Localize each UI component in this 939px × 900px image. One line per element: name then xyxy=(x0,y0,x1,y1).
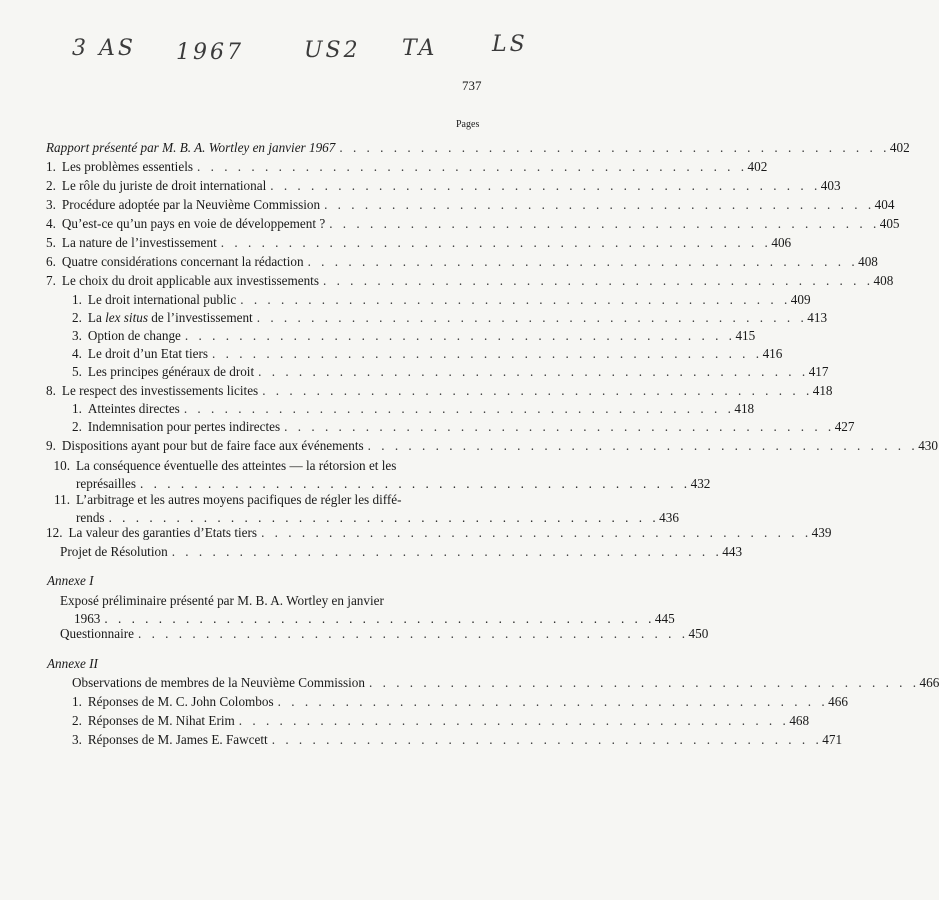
toc-entry-title: Rapport présenté par M. B. A. Wortley en janvier 1967 xyxy=(46,140,336,155)
leader-dots: . . . . . . . . . . . . . . . . . . . . . . . . . . . . . . . . . . . . . . . . . xyxy=(262,383,813,398)
toc-entry-number: 5. xyxy=(46,235,56,250)
leader-dots: . . . . . . . . . . . . . . . . . . . . . . . . . . . . . . . . . . . . . . . . . xyxy=(238,713,790,728)
toc-subentry xyxy=(72,328,756,344)
toc-entry-page: 471 xyxy=(822,732,843,747)
toc-entry-title: Questionnaire xyxy=(60,626,134,641)
toc-entry-number: 11. xyxy=(54,492,70,507)
toc-entry-page: 430 xyxy=(918,438,938,453)
toc-entry-number: 1. xyxy=(72,694,82,709)
toc-entry-title: La nature de l’investissement xyxy=(61,235,217,250)
toc-entry-page: 432 xyxy=(690,476,711,491)
toc-entry-page: 406 xyxy=(771,235,792,250)
leader-dots: . . . . . . . . . . . . . . . . . . . . . . . . . . . . . . . . . . . . . . . . . xyxy=(108,510,660,525)
toc-entry-title: Dispositions ayant pour but de faire face aux événements xyxy=(61,438,364,453)
leader-dots: . . . . . . . . . . . . . . . . . . . . . . . . . . . . . . . . . . . . . . . . . xyxy=(197,159,748,174)
leader-dots: . . . . . . . . . . . . . . . . . . . . . . . . . . . . . . . . . . . . . . . . . xyxy=(212,346,763,361)
toc-entry-number: 7. xyxy=(46,273,56,288)
toc-entry-page: 450 xyxy=(688,626,709,641)
toc-entry-page: 417 xyxy=(808,364,829,379)
toc-entry-title: Atteintes directes xyxy=(87,401,180,416)
toc-subentry xyxy=(72,310,828,326)
toc-entry xyxy=(46,457,711,493)
toc-entry xyxy=(46,235,792,251)
toc-subentry xyxy=(72,401,755,417)
leader-dots: . . . . . . . . . . . . . . . . . . . . . . . . . . . . . . . . . . . . . . . . . xyxy=(184,328,736,343)
toc-subentry xyxy=(72,713,810,729)
toc-entry-title: Exposé préliminaire présenté par M. B. A. Wortley en janvier xyxy=(60,593,384,608)
toc-entry-number: 9. xyxy=(46,438,56,453)
leader-dots: . . . . . . . . . . . . . . . . . . . . . . . . . . . . . . . . . . . . . . . . . xyxy=(261,525,812,540)
toc-entry-number: 1. xyxy=(72,401,82,416)
toc-entry-number: 12. xyxy=(46,525,63,540)
annex-heading: Annexe II xyxy=(47,656,98,671)
leader-dots: . . . . . . . . . . . . . . . . . . . . . . . . . . . . . . . . . . . . . . . . . xyxy=(240,292,791,307)
leader-dots: . . . . . . . . . . . . . . . . . . . . . . . . . . . . . . . . . . . . . . . . . xyxy=(277,694,829,709)
leader-dots: . . . . . . . . . . . . . . . . . . . . . . . . . . . . . . . . . . . . . . . . . xyxy=(183,401,735,416)
toc-entry-page: 416 xyxy=(762,346,783,361)
annex-heading: Annexe I xyxy=(47,573,94,588)
toc-entry-title: Le respect des investissements licites xyxy=(61,383,259,398)
toc-entry xyxy=(60,592,675,628)
toc-entry xyxy=(46,491,679,527)
toc-entry-number: 8. xyxy=(46,383,56,398)
toc-entry-title: Le rôle du juriste de droit international xyxy=(61,178,267,193)
toc-entry-number: 2. xyxy=(72,419,82,434)
leader-dots: . . . . . . . . . . . . . . . . . . . . . . . . . . . . . . . . . . . . . . . . . xyxy=(271,732,823,747)
leader-dots: . . . . . . . . . . . . . . . . . . . . . . . . . . . . . . . . . . . . . . . . . xyxy=(339,140,890,155)
leader-dots: . . . . . . . . . . . . . . . . . . . . . . . . . . . . . . . . . . . . . . . . . xyxy=(329,216,880,231)
handwritten-mark: US2 xyxy=(304,38,361,63)
toc-entry-number: 1. xyxy=(72,292,82,307)
leader-dots: . . . . . . . . . . . . . . . . . . . . . . . . . . . . . . . . . . . . . . . . . xyxy=(104,611,655,626)
toc-entry xyxy=(46,383,833,399)
toc-entry-page: 408 xyxy=(858,254,878,269)
toc-entry-number: 3. xyxy=(72,732,82,747)
leader-dots: . . . . . . . . . . . . . . . . . . . . . . . . . . . . . . . . . . . . . . . . . xyxy=(367,438,919,453)
toc-entry xyxy=(46,254,878,270)
toc-entry-page: 402 xyxy=(889,140,910,155)
toc-entry xyxy=(46,525,832,541)
toc-entry-title: Indemnisation pour pertes indirectes xyxy=(87,419,281,434)
toc-entry-page: 415 xyxy=(735,328,756,343)
toc-entry-title: L’arbitrage et les autres moyens pacifiques de régler les diffé- xyxy=(76,492,402,507)
toc-entry-page: 413 xyxy=(807,310,828,325)
toc-entry-page: 408 xyxy=(873,273,894,288)
toc-entry-title-cont: rends xyxy=(76,510,105,525)
handwritten-mark: 3 AS xyxy=(72,36,136,61)
toc-entry-number: 4. xyxy=(46,216,56,231)
toc-entry-title: Le choix du droit applicable aux investissements xyxy=(61,273,319,288)
toc-entry-page: 402 xyxy=(747,159,768,174)
leader-dots: . . . . . . . . . . . . . . . . . . . . . . . . . . . . . . . . . . . . . . . . . xyxy=(369,675,920,690)
leader-dots: . . . . . . . . . . . . . . . . . . . . . . . . . . . . . . . . . . . . . . . . . xyxy=(140,476,691,491)
toc-subentry xyxy=(72,292,811,308)
leader-dots: . . . . . . . . . . . . . . . . . . . . . . . . . . . . . . . . . . . . . . . . . xyxy=(307,254,859,269)
pages-column-label: Pages xyxy=(456,119,480,130)
leader-dots: . . . . . . . . . . . . . . . . . . . . . . . . . . . . . . . . . . . . . . . . . xyxy=(171,544,723,559)
page-number: 737 xyxy=(462,78,482,93)
toc-entry-title: Les problèmes essentiels xyxy=(61,159,193,174)
leader-dots: . . . . . . . . . . . . . . . . . . . . . . . . . . . . . . . . . . . . . . . . . xyxy=(324,197,875,212)
toc-entry xyxy=(46,159,768,175)
toc-entry-page: 418 xyxy=(734,401,755,416)
toc-entry xyxy=(60,544,743,560)
toc-entry-title: Projet de Résolution xyxy=(60,544,168,559)
toc-entry-number: 5. xyxy=(72,364,82,379)
leader-dots: . . . . . . . . . . . . . . . . . . . . . . . . . . . . . . . . . . . . . . . . . xyxy=(137,626,689,641)
toc-entry-page: 403 xyxy=(820,178,841,193)
toc-entry-number: 2. xyxy=(46,178,56,193)
toc-entry-title: La conséquence éventuelle des atteintes — la rétorsion et les xyxy=(76,458,397,473)
toc-entry-number: 1. xyxy=(46,159,56,174)
toc-entry xyxy=(46,273,894,289)
toc-entry-title: Quatre considérations concernant la rédaction xyxy=(61,254,304,269)
leader-dots: . . . . . . . . . . . . . . . . . . . . . . . . . . . . . . . . . . . . . . . . . xyxy=(322,273,874,288)
toc-entry-number: 2. xyxy=(72,310,82,325)
toc-entry-number: 4. xyxy=(72,346,82,361)
toc-entry xyxy=(46,197,895,213)
handwritten-mark: LS xyxy=(492,32,528,57)
toc-entry-number: 6. xyxy=(46,254,56,269)
toc-entry-title: La valeur des garanties d’Etats tiers xyxy=(68,525,258,540)
toc-subentry xyxy=(72,419,855,435)
toc-entry-page: 445 xyxy=(654,611,675,626)
leader-dots: . . . . . . . . . . . . . . . . . . . . . . . . . . . . . . . . . . . . . . . . . xyxy=(258,364,809,379)
toc-entry-page: 427 xyxy=(834,419,855,434)
toc-entry-title: Le droit d’un Etat tiers xyxy=(87,346,209,361)
toc-entry xyxy=(46,216,900,232)
toc-entry-number: 3. xyxy=(72,328,82,343)
toc-entry-title: Option de change xyxy=(87,328,181,343)
toc-entry-title-cont: représailles xyxy=(76,476,137,491)
toc-entry-page: 439 xyxy=(811,525,832,540)
toc-entry-page: 409 xyxy=(790,292,811,307)
toc-entry-page: 418 xyxy=(812,383,833,398)
toc-entry xyxy=(72,675,939,691)
toc-entry-page: 468 xyxy=(789,713,810,728)
toc-entry-title: Qu’est-ce qu’un pays en voie de développement ? xyxy=(61,216,326,231)
toc-entry-page: 436 xyxy=(659,510,679,525)
handwritten-mark: 1967 xyxy=(176,40,244,65)
toc-subentry xyxy=(72,364,829,380)
toc-entry-number: 3. xyxy=(46,197,56,212)
leader-dots: . . . . . . . . . . . . . . . . . . . . . . . . . . . . . . . . . . . . . . . . . xyxy=(220,235,772,250)
toc-subentry xyxy=(72,346,783,362)
toc-entry-title: La lex situs de l’investissement xyxy=(87,310,253,325)
toc-entry xyxy=(46,140,910,156)
leader-dots: . . . . . . . . . . . . . . . . . . . . . . . . . . . . . . . . . . . . . . . . . xyxy=(256,310,808,325)
toc-entry-title: Réponses de M. C. John Colombos xyxy=(87,694,274,709)
toc-entry-page: 466 xyxy=(828,694,848,709)
toc-entry-page: 443 xyxy=(722,544,743,559)
leader-dots: . . . . . . . . . . . . . . . . . . . . . . . . . . . . . . . . . . . . . . . . . xyxy=(284,419,835,434)
handwritten-mark: TA xyxy=(402,36,438,61)
toc-entry-page: 404 xyxy=(874,197,895,212)
toc-entry-page: 405 xyxy=(879,216,900,231)
toc-entry-title-cont: 1963 xyxy=(74,611,101,626)
toc-entry-number: 10. xyxy=(53,458,70,473)
toc-entry xyxy=(60,626,709,642)
toc-entry-title: Le droit international public xyxy=(87,292,237,307)
toc-entry-title: Procédure adoptée par la Neuvième Commission xyxy=(61,197,321,212)
toc-subentry xyxy=(72,694,848,710)
toc-entry xyxy=(46,438,938,454)
toc-entry-title: Réponses de M. Nihat Erim xyxy=(87,713,235,728)
toc-entry xyxy=(46,178,841,194)
toc-entry-title: Observations de membres de la Neuvième Commission xyxy=(72,675,365,690)
toc-entry-title: Réponses de M. James E. Fawcett xyxy=(87,732,268,747)
toc-subentry xyxy=(72,732,843,748)
toc-entry-number: 2. xyxy=(72,713,82,728)
toc-entry-title: Les principes généraux de droit xyxy=(87,364,255,379)
toc-entry-page: 466 xyxy=(919,675,939,690)
leader-dots: . . . . . . . . . . . . . . . . . . . . . . . . . . . . . . . . . . . . . . . . . xyxy=(270,178,821,193)
